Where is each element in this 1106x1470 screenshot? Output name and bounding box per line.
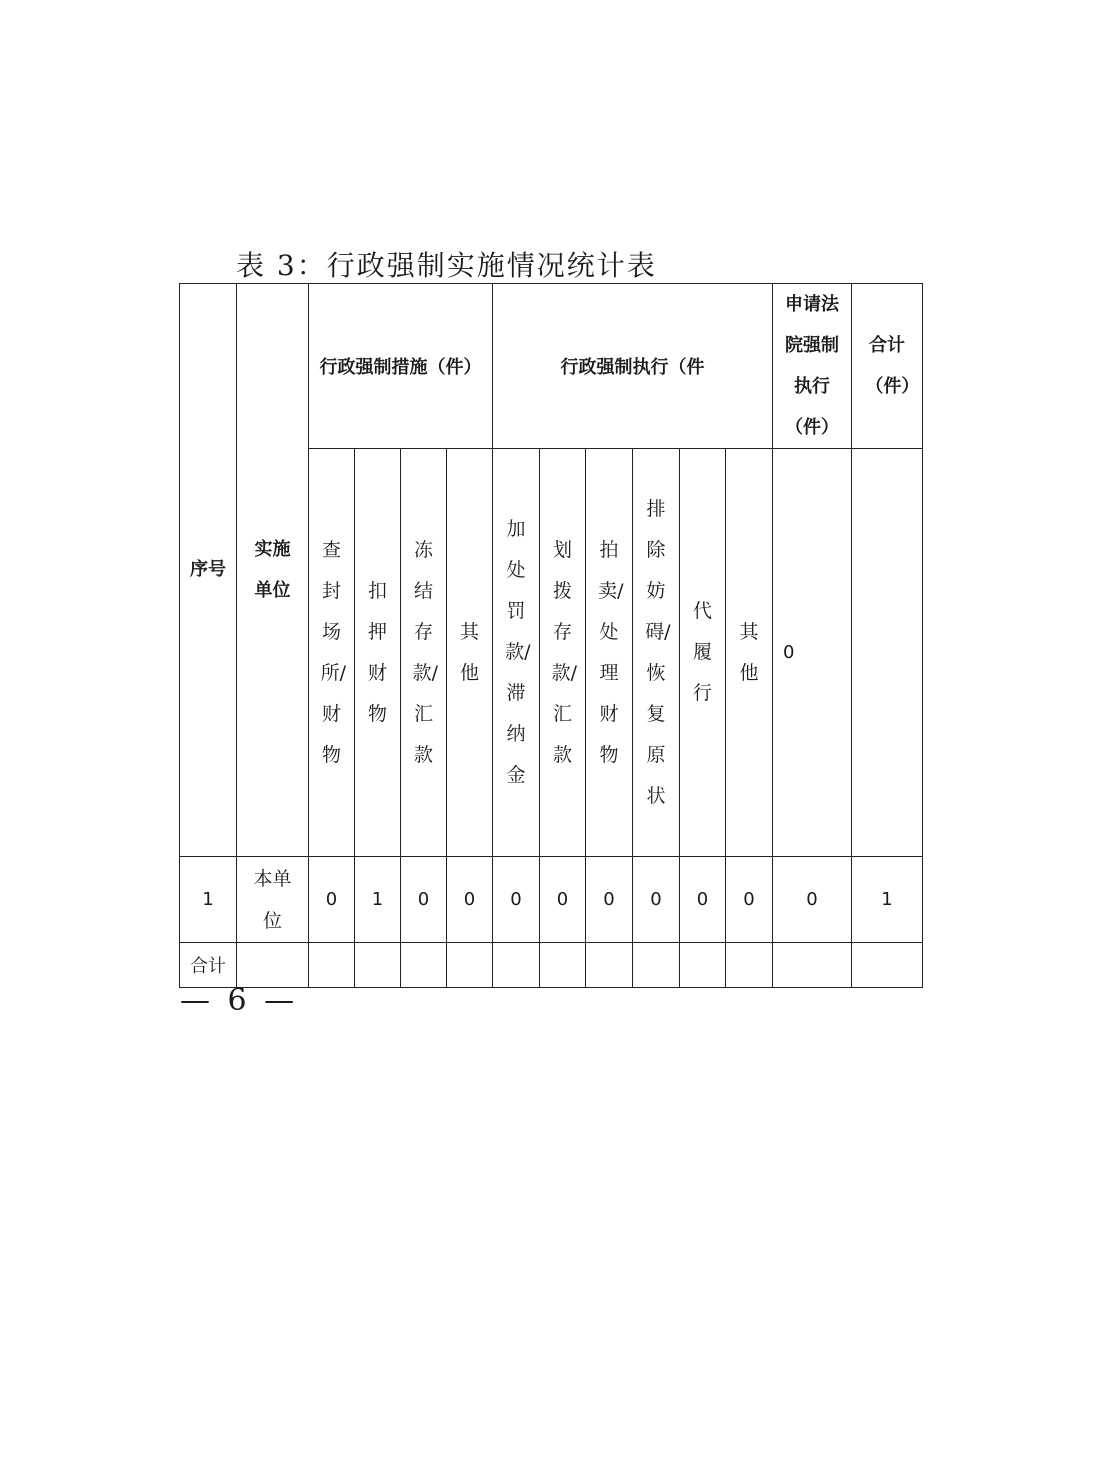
header-row-top [180, 284, 923, 449]
header-measure-seize: 扣押财物 [355, 449, 401, 857]
header-exec-other: 其他 [726, 449, 773, 857]
header-exec-transfer: 划拨存款/汇款 [540, 449, 586, 857]
total-cell [309, 943, 355, 988]
header-unit: 实施单位 [237, 284, 309, 857]
header-total: 合计（件） [852, 284, 923, 449]
table-caption: 表 3：行政强制实施情况统计表 [236, 249, 657, 282]
total-cell [633, 943, 680, 988]
header-seq: 序号 [180, 284, 237, 857]
total-cell [237, 943, 309, 988]
total-cell [540, 943, 586, 988]
cell-value: 0 [401, 857, 447, 943]
total-label: 合计 [180, 943, 237, 988]
cell-value: 1 [852, 857, 923, 943]
cell-value: 0 [493, 857, 540, 943]
header-exec-restore: 排除妨碍/恢复原状 [633, 449, 680, 857]
row-unit: 本单位 [237, 857, 309, 943]
total-cell [852, 943, 923, 988]
cell-value: 0 [773, 857, 852, 943]
total-cell [586, 943, 633, 988]
total-row [180, 943, 923, 988]
cell-value: 1 [355, 857, 401, 943]
total-cell [447, 943, 493, 988]
cell-value: 0 [726, 857, 773, 943]
statistics-table [179, 283, 923, 988]
cell-value: 0 [447, 857, 493, 943]
total-cell [355, 943, 401, 988]
cell-value: 0 [309, 857, 355, 943]
cell-value: 0 [680, 857, 726, 943]
total-cell [493, 943, 540, 988]
total-cell [773, 943, 852, 988]
cell-value: 0 [540, 857, 586, 943]
header-measure-seal: 查封场所/财物 [309, 449, 355, 857]
header-exec-auction: 拍卖/处理财物 [586, 449, 633, 857]
total-cell [401, 943, 447, 988]
row-seq: 1 [180, 857, 237, 943]
header-exec-substitute: 代履行 [680, 449, 726, 857]
total-cell [680, 943, 726, 988]
header-court: 申请法院强制执行（件） [773, 284, 852, 449]
header-empty-cell [852, 449, 923, 857]
table-row [180, 857, 923, 943]
page-number: — 6 — [180, 983, 299, 1018]
header-measures-group: 行政强制措施（件） [309, 284, 493, 449]
cell-value: 0 [633, 857, 680, 943]
header-exec-penalty: 加处罚款/滞纳金 [493, 449, 540, 857]
header-execution-group: 行政强制执行（件 [493, 284, 773, 449]
header-measure-other: 其他 [447, 449, 493, 857]
cell-value: 0 [586, 857, 633, 943]
header-court-value: 0 [773, 449, 852, 857]
header-measure-freeze: 冻结存款/汇款 [401, 449, 447, 857]
total-cell [726, 943, 773, 988]
